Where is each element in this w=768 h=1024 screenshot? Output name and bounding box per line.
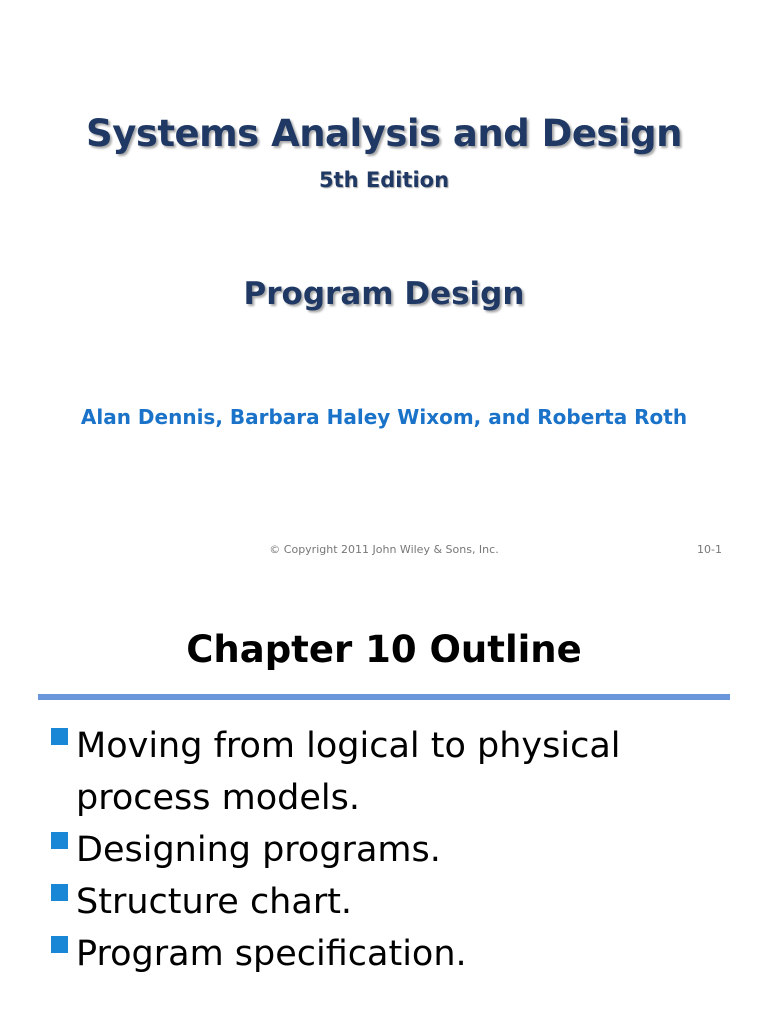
bullet-item — [50, 928, 690, 980]
title-divider — [38, 694, 730, 700]
book-title: Systems Analysis and Design — [86, 112, 682, 155]
copyright-notice: © Copyright 2011 John Wiley & Sons, Inc. — [269, 543, 499, 556]
bullet-item — [50, 876, 690, 928]
outline-slide — [0, 576, 768, 1024]
square-bullet-icon — [51, 884, 68, 901]
square-bullet-icon — [51, 728, 68, 745]
slide-number: 10-1 — [697, 543, 722, 556]
bullet-item — [50, 720, 690, 824]
authors-line: Alan Dennis, Barbara Haley Wixom, and Roberta Roth — [80, 405, 688, 429]
edition-label: 5th Edition — [318, 168, 450, 192]
chapter-title: Program Design — [243, 276, 525, 312]
bullet-text: Program specification. — [76, 934, 467, 974]
bullet-text: Moving from logical to physical process models. — [76, 726, 621, 818]
outline-bullet-list — [50, 720, 690, 980]
bullet-text: Structure chart. — [76, 882, 353, 922]
square-bullet-icon — [51, 936, 68, 953]
outline-title: Chapter 10 Outline — [186, 628, 582, 671]
bullet-item — [50, 824, 690, 876]
square-bullet-icon — [51, 832, 68, 849]
bullet-text: Designing programs. — [76, 830, 441, 870]
